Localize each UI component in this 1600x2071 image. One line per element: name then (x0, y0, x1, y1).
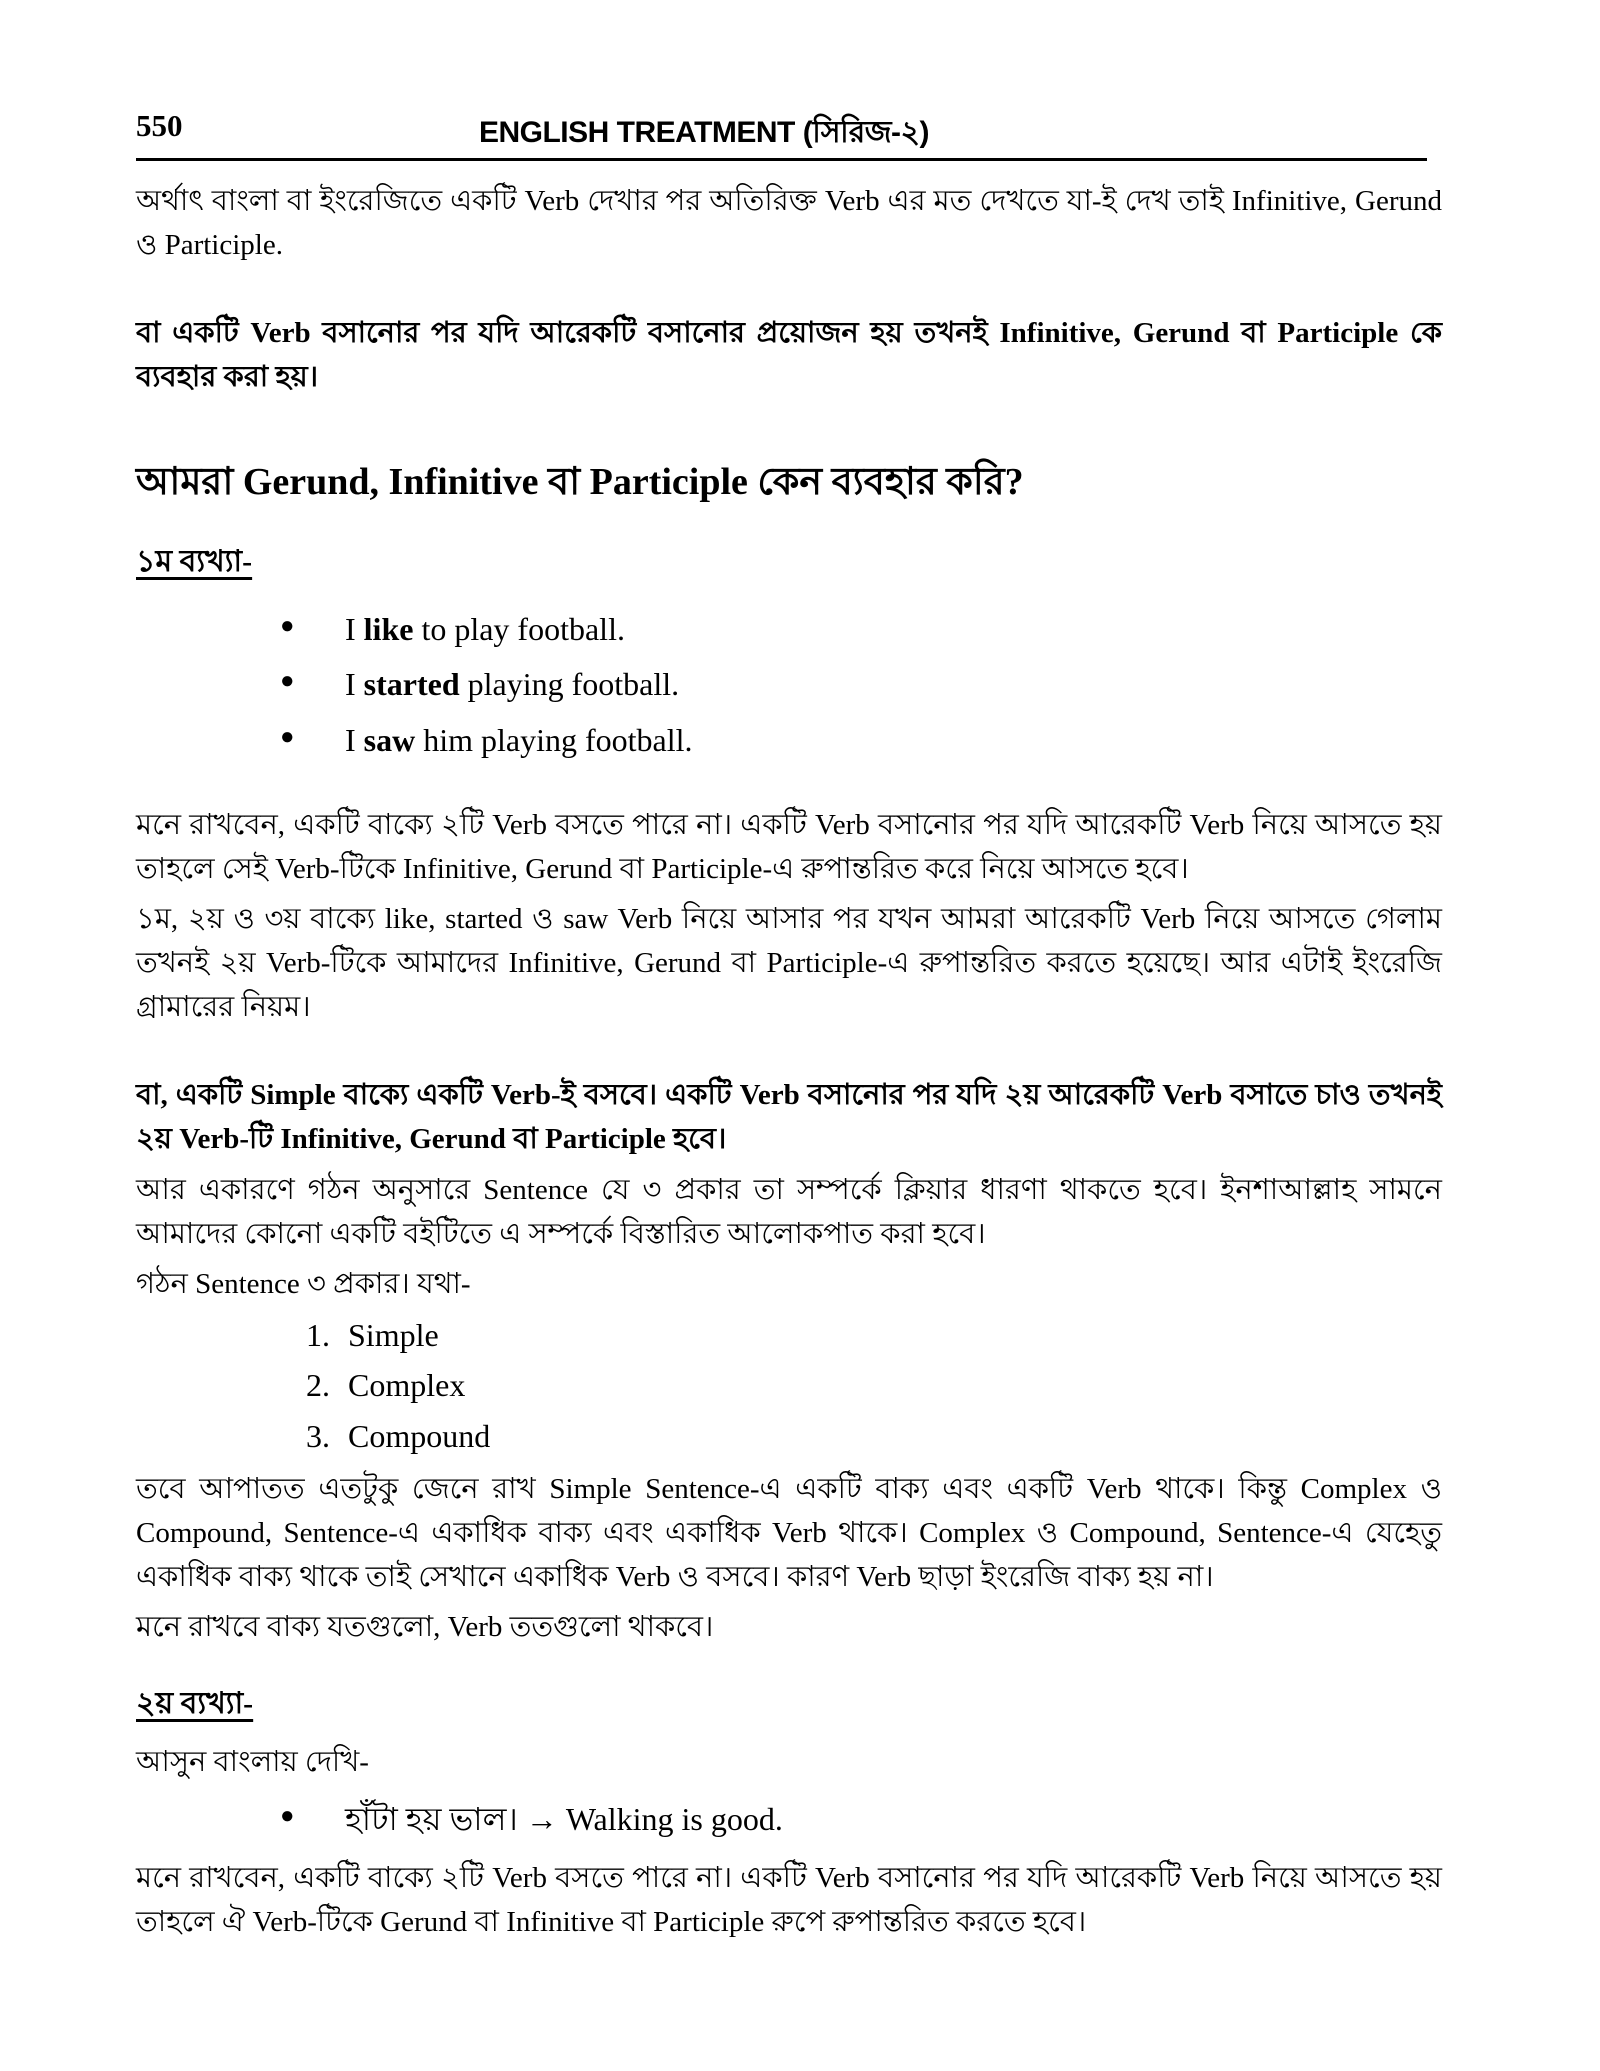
final-remember-paragraph: মনে রাখবেন, একটি বাক্যে ২টি Verb বসতে পারে না। একটি Verb বসানোর পর যদি আরেকটি Verb নিয়ে আসতে হয় তাহলে ঐ Verb-টিকে Gerund বা Infinitive বা Participle রুপে রুপান্তরিত করতে হবে। (136, 1861, 1442, 1938)
simple-rule-paragraph: বা, একটি Simple বাক্যে একটি Verb-ই বসবে। একটি Verb বসানোর পর যদি ২য় আরেকটি Verb বসাতে চাও তখনই ২য় Verb-টি Infinitive, Gerund বা Participle হবে। (136, 1079, 1442, 1156)
example-list-2 (136, 1800, 1442, 1838)
example-english: Walking is good. (565, 1801, 783, 1838)
example-verb: saw (363, 721, 416, 758)
example-item (136, 610, 1442, 648)
example-text: I (345, 666, 364, 703)
structure-paragraph: আর একারণে গঠন অনুসারে Sentence যে ৩ প্রকার তা সম্পর্কে ক্লিয়ার ধারণা থাকতে হবে। ইনশাআল্লাহ সামনে আমাদের কোনো একটি বইটিতে এ সম্পর্কে বিস্তারিত আলোকপাত করা হবে। (136, 1173, 1442, 1250)
sentence-type-item (136, 1366, 1442, 1404)
list-number: 2. (306, 1367, 330, 1404)
page-header (136, 108, 1442, 148)
walking-example-item (136, 1800, 1442, 1838)
explanation-1-label: ১ম ব্যখ্যা- (136, 544, 253, 578)
example-item (136, 665, 1442, 703)
page-number: 550 (136, 108, 183, 143)
list-number: 3. (306, 1417, 330, 1454)
verb-count-paragraph: মনে রাখবে বাক্য যতগুলো, Verb ততগুলো থাকবে। (136, 1611, 714, 1644)
sentence-type-list (136, 1316, 1442, 1455)
bangla-intro-paragraph: আসুন বাংলায় দেখি- (136, 1746, 369, 1779)
example-text: playing football. (459, 666, 680, 703)
types-detail-paragraph: তবে আপাতত এতটুকু জেনে রাখ Simple Sentence-এ একটি বাক্য এবং একটি Verb থাকে। কিন্তু Complex ও Compound, Sentence-এ একাধিক বাক্য এবং একাধিক Verb থাকে। Complex ও Compound, Sentence-এ যেহেতু একাধিক বাক্য থাকে তাই সেখানে একাধিক Verb ও বসবে। কারণ Verb ছাড়া ইংরেজি বাক্য হয় না। (136, 1472, 1442, 1594)
intro-paragraph: অর্থাৎ বাংলা বা ইংরেজিতে একটি Verb দেখার পর অতিরিক্ত Verb এর মত দেখতে যা-ই দেখ তাই Infinitive, Gerund ও Participle. (136, 185, 1442, 262)
example-bengali: হাঁটা হয় ভাল। (345, 1801, 518, 1838)
example-item (136, 721, 1442, 759)
page-title: ENGLISH TREATMENT (সিরিজ-২) (478, 116, 930, 149)
arrow-right-icon: → (525, 1801, 558, 1838)
list-label: Compound (348, 1417, 491, 1454)
example-list-1 (136, 610, 1442, 759)
sentence-type-item (136, 1316, 1442, 1354)
example-text: him playing football. (415, 721, 693, 758)
alt-definition-paragraph: বা একটি Verb বসানোর পর যদি আরেকটি বসানোর প্রয়োজন হয় তখনই Infinitive, Gerund বা Participle কে ব্যবহার করা হয়। (136, 317, 1442, 394)
example-verb: started (363, 666, 460, 703)
analysis-paragraph: ১ম, ২য় ও ৩য় বাক্যে like, started ও saw Verb নিয়ে আসার পর যখন আমরা আরেকটি Verb নিয়ে আসতে গেলাম তখনই ২য় Verb-টিকে আমাদের Infinitive, Gerund বা Participle-এ রুপান্তরিত করতে হয়েছে। আর এটাই ইংরেজি গ্রামারের নিয়ম। (136, 903, 1442, 1024)
remember-paragraph: মনে রাখবেন, একটি বাক্যে ২টি Verb বসতে পারে না। একটি Verb বসানোর পর যদি আরেকটি Verb নিয়ে আসতে হয় তাহলে সেই Verb-টিকে Infinitive, Gerund বা Participle-এ রুপান্তরিত করে নিয়ে আসতে হবে। (136, 808, 1442, 886)
list-label: Simple (348, 1316, 439, 1353)
list-label: Complex (348, 1367, 466, 1404)
section-heading: আমরা Gerund, Infinitive বা Participle কেন ব্যবহার করি? (136, 461, 1024, 504)
sentence-type-item (136, 1417, 1442, 1455)
explanation-2-label: ২য় ব্যখ্যা- (136, 1687, 254, 1721)
types-intro-paragraph: গঠন Sentence ৩ প্রকার। যথা- (136, 1267, 471, 1300)
example-text: I (345, 721, 364, 758)
list-number: 1. (306, 1316, 330, 1353)
example-text: to play football. (413, 610, 625, 647)
example-verb: like (363, 610, 414, 647)
example-text: I (345, 610, 364, 647)
